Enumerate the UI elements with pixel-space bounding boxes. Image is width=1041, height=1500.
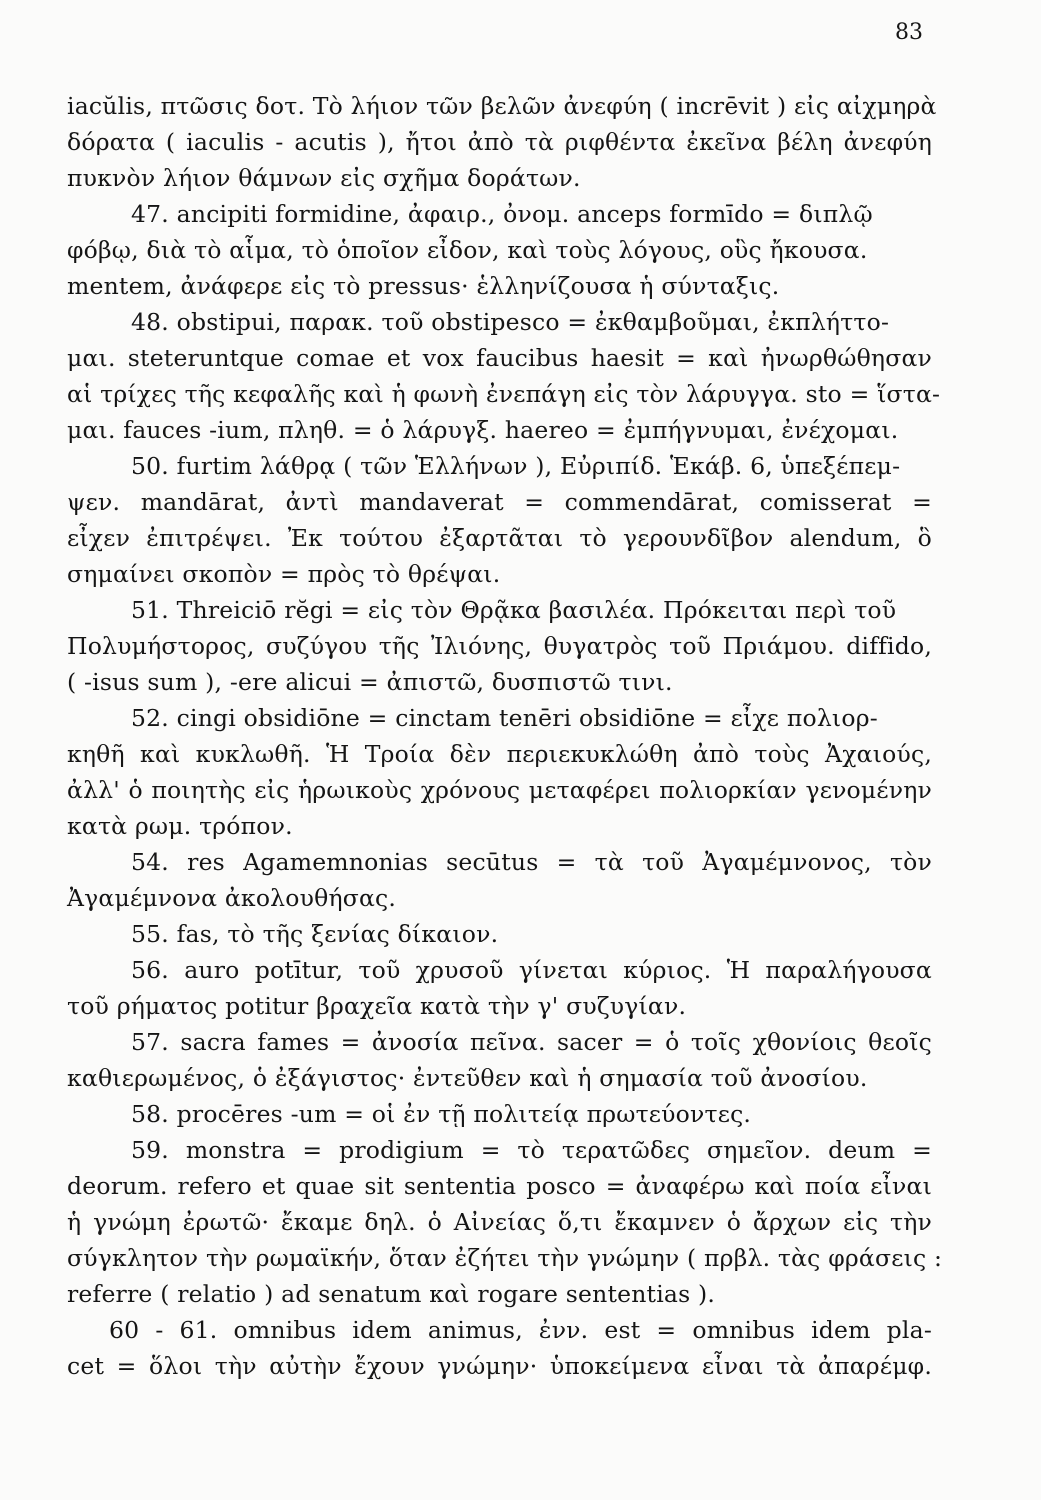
text-line: τοῦ ρήματος potitur βραχεῖα κατὰ τὴν γ' συζυγίαν.	[67, 992, 687, 1020]
text-line: 54. res Agamemnonias secūtus = τὰ τοῦ Ἀγαμέμνονος, τὸν	[131, 848, 932, 876]
text-line: δόρατα ( iaculis - acutis ), ἤτοι ἀπὸ τὰ ριφθέντα ἐκεῖνα βέλη ἀνεφύη	[67, 128, 932, 156]
page-number: 83	[895, 20, 923, 45]
text-line: referre ( relatio ) ad senatum καὶ rogare sententias ).	[67, 1280, 716, 1308]
text-line: κατὰ ρωμ. τρόπον.	[67, 812, 293, 840]
text-line: σημαίνει σκοπὸν = πρὸς τὸ θρέψαι.	[67, 560, 501, 588]
text-line: πυκνὸν λήιον θάμνων εἰς σχῆμα δοράτων.	[67, 164, 581, 192]
body-text	[67, 88, 943, 1384]
text-line: 56. auro potītur, τοῦ χρυσοῦ γίνεται κύριος. Ἡ παραλήγουσα	[131, 956, 932, 984]
text-line: Ἀγαμέμνονα ἀκολουθήσας.	[67, 884, 397, 912]
text-line: 50. furtim λάθρᾳ ( τῶν Ἑλλήνων ), Εὐριπίδ. Ἑκάβ. 6, ὑπεξέπεμ-	[131, 452, 901, 480]
text-line: φόβῳ, διὰ τὸ αἷμα, τὸ ὁποῖον εἶδον, καὶ τοὺς λόγους, οὓς ἤκουσα.	[67, 236, 868, 264]
text-line: σύγκλητον τὴν ρωμαϊκήν, ὅταν ἐζήτει τὴν γνώμην ( πρβλ. τὰς φράσεις :	[67, 1244, 943, 1272]
text-line: cet = ὅλοι τὴν αὐτὴν ἔχουν γνώμην· ὑποκείμενα εἶναι τὰ ἀπαρέμφ.	[67, 1352, 932, 1380]
text-line: εἶχεν ἐπιτρέψει. Ἐκ τούτου ἐξαρτᾶται τὸ γερουνδῖβον alendum, ὃ	[67, 524, 932, 552]
text-line: ( -isus sum ), -ere alicui = ἀπιστῶ, δυσπιστῶ τινι.	[67, 668, 673, 696]
text-line: ἡ γνώμη ἐρωτῶ· ἔκαμε δηλ. ὁ Αἰνείας ὅ,τι ἔκαμνεν ὁ ἄρχων εἰς τὴν	[67, 1208, 932, 1236]
text-line: 48. obstipui, παρακ. τοῦ obstipesco = ἐκθαμβοῦμαι, ἐκπλήττο-	[131, 308, 890, 336]
text-line: 60 - 61. omnibus idem animus, ἐνν. est = omnibus idem pla-	[109, 1316, 932, 1344]
text-line: ἀλλ' ὁ ποιητὴς εἰς ἡρωικοὺς χρόνους μεταφέρει πολιορκίαν γενομένην	[67, 776, 932, 804]
text-line: ψεν. mandārat, ἀντὶ mandaverat = commendārat, comisserat =	[67, 488, 932, 516]
text-line: 57. sacra fames = ἀνοσία πεῖνα. sacer = ὁ τοῖς χθονίοις θεοῖς	[131, 1028, 932, 1056]
text-line: 59. monstra = prodigium = τὸ τερατῶδες σημεῖον. deum =	[131, 1136, 932, 1164]
text-line: Πολυμήστορος, συζύγου τῆς Ἰλιόνης, θυγατρὸς τοῦ Πριάμου. diffido,	[67, 632, 932, 660]
text-line: 58. procēres -um = οἱ ἐν τῇ πολιτείᾳ πρωτεύοντες.	[131, 1100, 752, 1128]
text-line: 51. Threiciō rĕgi = εἰς τὸν Θρᾷκα βασιλέα. Πρόκειται περὶ τοῦ	[131, 596, 897, 624]
text-line: 52. cingi obsidiōne = cinctam tenēri obsidiōne = εἶχε πολιορ-	[131, 704, 878, 732]
text-line: mentem, ἀνάφερε εἰς τὸ pressus· ἑλληνίζουσα ἡ σύνταξις.	[67, 272, 780, 300]
text-line: 47. ancipiti formidine, ἀφαιρ., ὀνομ. anceps formīdo = διπλῷ	[131, 200, 873, 228]
text-line: μαι. fauces -ium, πληθ. = ὁ λάρυγξ. haereo = ἐμπήγνυμαι, ἐνέχομαι.	[67, 416, 899, 444]
text-line: αἱ τρίχες τῆς κεφαλῆς καὶ ἡ φωνὴ ἐνεπάγη εἰς τὸν λάρυγγα. sto = ἵστα-	[67, 380, 941, 408]
text-line: 55. fas, τὸ τῆς ξενίας δίκαιον.	[131, 920, 499, 948]
text-line: κηθῆ καὶ κυκλωθῆ. Ἡ Τροία δὲν περιεκυκλώθη ἀπὸ τοὺς Ἀχαιούς,	[67, 740, 932, 768]
text-line: μαι. steteruntque comae et vox faucibus haesit = καὶ ἠνωρθώθησαν	[67, 344, 932, 372]
text-line: deorum. refero et quae sit sententia posco = ἀναφέρω καὶ ποία εἶναι	[67, 1172, 932, 1200]
text-line: καθιερωμένος, ὁ ἐξάγιστος· ἐντεῦθεν καὶ ἡ σημασία τοῦ ἀνοσίου.	[67, 1064, 868, 1092]
text-line: iacŭlis, πτῶσις δοτ. Τὸ λήιον τῶν βελῶν ἀνεφύη ( incrēvit ) εἰς αἰχμηρὰ	[67, 92, 937, 120]
